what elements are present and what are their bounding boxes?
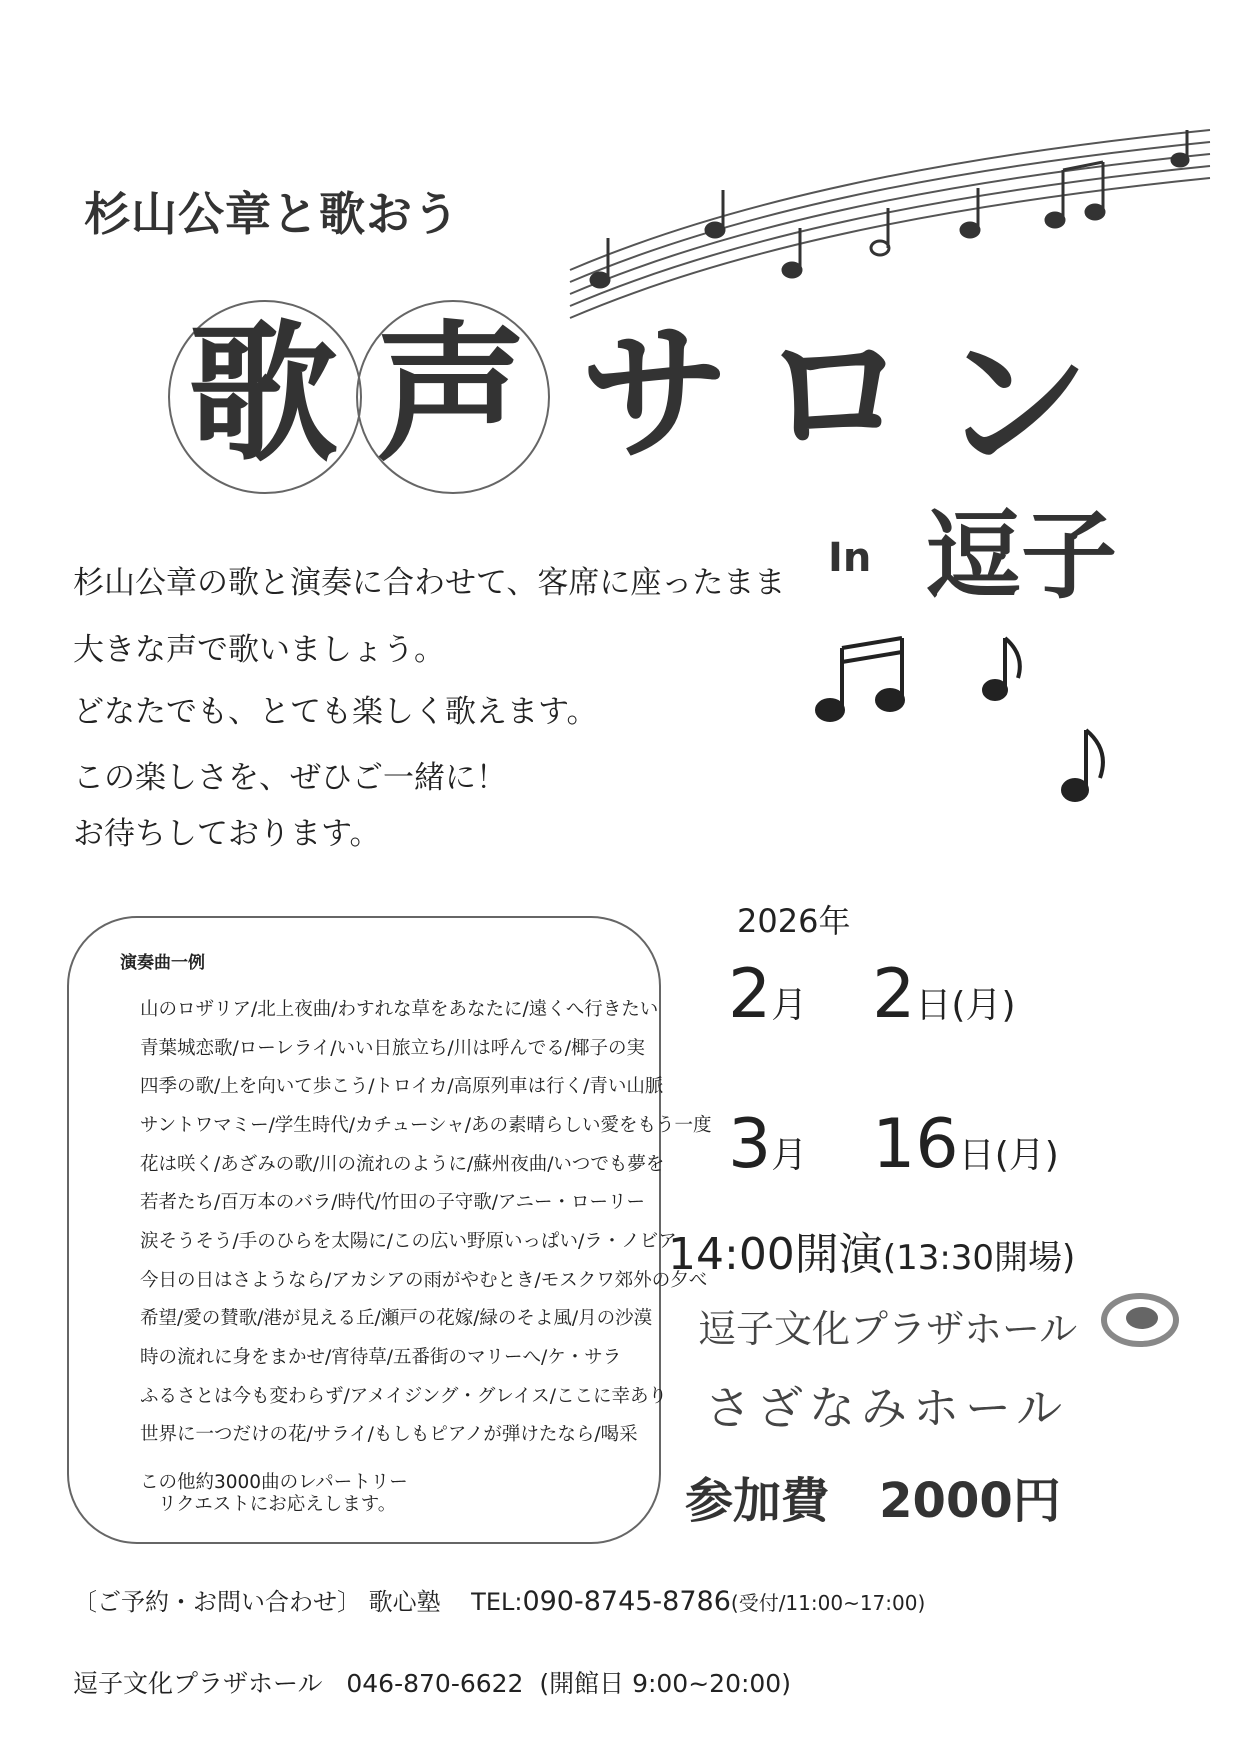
weekday: (月) bbox=[994, 1135, 1059, 1176]
music-notes-icon bbox=[810, 630, 1130, 810]
fee-label: 参加費 bbox=[685, 1473, 830, 1529]
event-date-2 bbox=[728, 1105, 1059, 1184]
venue-contact bbox=[73, 1664, 791, 1700]
song-line: 今日の日はさようなら/アカシアの雨がやむとき/モスクワ郊外の夕べ bbox=[140, 1270, 708, 1291]
event-subtitle: 杉山公章と歌おう bbox=[84, 187, 460, 241]
contact-hours: (受付/11:00~17:00) bbox=[730, 1591, 926, 1615]
footer-venue: 逗子文化プラザホール bbox=[73, 1669, 323, 1698]
venue-logo-icon bbox=[1100, 1290, 1180, 1350]
intro-line: 大きな声で歌いましょう。 bbox=[73, 632, 445, 668]
day-unit: 日 bbox=[915, 985, 952, 1026]
song-line: 四季の歌/上を向いて歩こう/トロイカ/高原列車は行く/青い山脈 bbox=[140, 1076, 664, 1097]
title-char-3: サ bbox=[580, 308, 731, 482]
month: 3 bbox=[728, 1105, 772, 1184]
in-label: In bbox=[828, 535, 872, 581]
song-note: リクエストにお応えします。 bbox=[158, 1494, 397, 1515]
contact-info bbox=[73, 1582, 925, 1617]
song-line: 山のロザリア/北上夜曲/わすれな草をあなたに/遠くへ行きたい bbox=[140, 999, 659, 1020]
intro-line: どなたでも、とても楽しく歌えます。 bbox=[73, 694, 598, 730]
song-line: 青葉城恋歌/ローレライ/いい日旅立ち/川は呼んでる/椰子の実 bbox=[140, 1038, 646, 1059]
title-char-5: ン bbox=[940, 318, 1091, 492]
music-staff-decoration bbox=[560, 120, 1240, 320]
intro-line: 杉山公章の歌と演奏に合わせて、客席に座ったまま bbox=[73, 565, 786, 601]
event-date-1 bbox=[728, 955, 1016, 1034]
fee bbox=[685, 1462, 1061, 1531]
day: 16 bbox=[872, 1105, 959, 1184]
day: 2 bbox=[872, 955, 916, 1034]
footer-phone[interactable]: 046-870-6622 bbox=[346, 1669, 524, 1698]
intro-line: お待ちしております。 bbox=[73, 816, 381, 852]
footer-hours: (開館日 9:00~20:00) bbox=[539, 1669, 791, 1698]
song-line: サントワマミー/学生時代/カチューシャ/あの素晴らしい愛をもう一度 bbox=[140, 1115, 712, 1136]
song-note: この他約3000曲のレパートリー bbox=[140, 1472, 408, 1493]
day-unit: 日 bbox=[958, 1135, 995, 1176]
song-line: 希望/愛の賛歌/港が見える丘/瀬戸の花嫁/緑のそよ風/月の沙漠 bbox=[140, 1308, 653, 1329]
intro-line: この楽しさを、ぜひご一緒に！ bbox=[73, 760, 507, 796]
event-year: 2026年 bbox=[737, 902, 851, 940]
venue-name: 逗子文化プラザホール bbox=[698, 1307, 1078, 1351]
month-unit: 月 bbox=[771, 985, 808, 1026]
start-time: 14:00開演 bbox=[668, 1229, 883, 1280]
fee-amount: 2000円 bbox=[879, 1473, 1061, 1529]
month: 2 bbox=[728, 955, 772, 1034]
event-time bbox=[668, 1218, 1075, 1282]
song-line: 涙そうそう/手のひらを太陽に/この広い野原いっぱい/ラ・ノビア bbox=[140, 1231, 677, 1252]
title-char-1: 歌 bbox=[188, 308, 339, 482]
song-line: 花は咲く/あざみの歌/川の流れのように/蘇州夜曲/いつでも夢を bbox=[140, 1154, 665, 1175]
song-line: 時の流れに身をまかせ/宵待草/五番街のマリーへ/ケ・サラ bbox=[140, 1347, 622, 1368]
location-title: 逗子 bbox=[925, 500, 1117, 612]
month-unit: 月 bbox=[771, 1135, 808, 1176]
song-line: ふるさとは今も変わらず/アメイジング・グレイス/ここに幸あり bbox=[140, 1386, 668, 1407]
hall-name: さざなみホール bbox=[705, 1381, 1069, 1435]
title-char-2: 声 bbox=[376, 308, 527, 482]
song-list-title: 演奏曲一例 bbox=[120, 953, 205, 973]
song-line: 若者たち/百万本のバラ/時代/竹田の子守歌/アニー・ローリー bbox=[140, 1192, 646, 1213]
tel-number[interactable]: 090-8745-8786 bbox=[522, 1586, 731, 1617]
doors-time: (13:30開場) bbox=[882, 1238, 1076, 1278]
title-char-4: ロ bbox=[760, 308, 911, 482]
weekday: (月) bbox=[951, 985, 1016, 1026]
tel-label: TEL: bbox=[471, 1588, 523, 1616]
song-line: 世界に一つだけの花/サライ/もしもピアノが弾けたなら/喝采 bbox=[140, 1424, 638, 1445]
contact-label: 〔ご予約・お問い合わせ〕 歌心塾 bbox=[73, 1588, 441, 1616]
